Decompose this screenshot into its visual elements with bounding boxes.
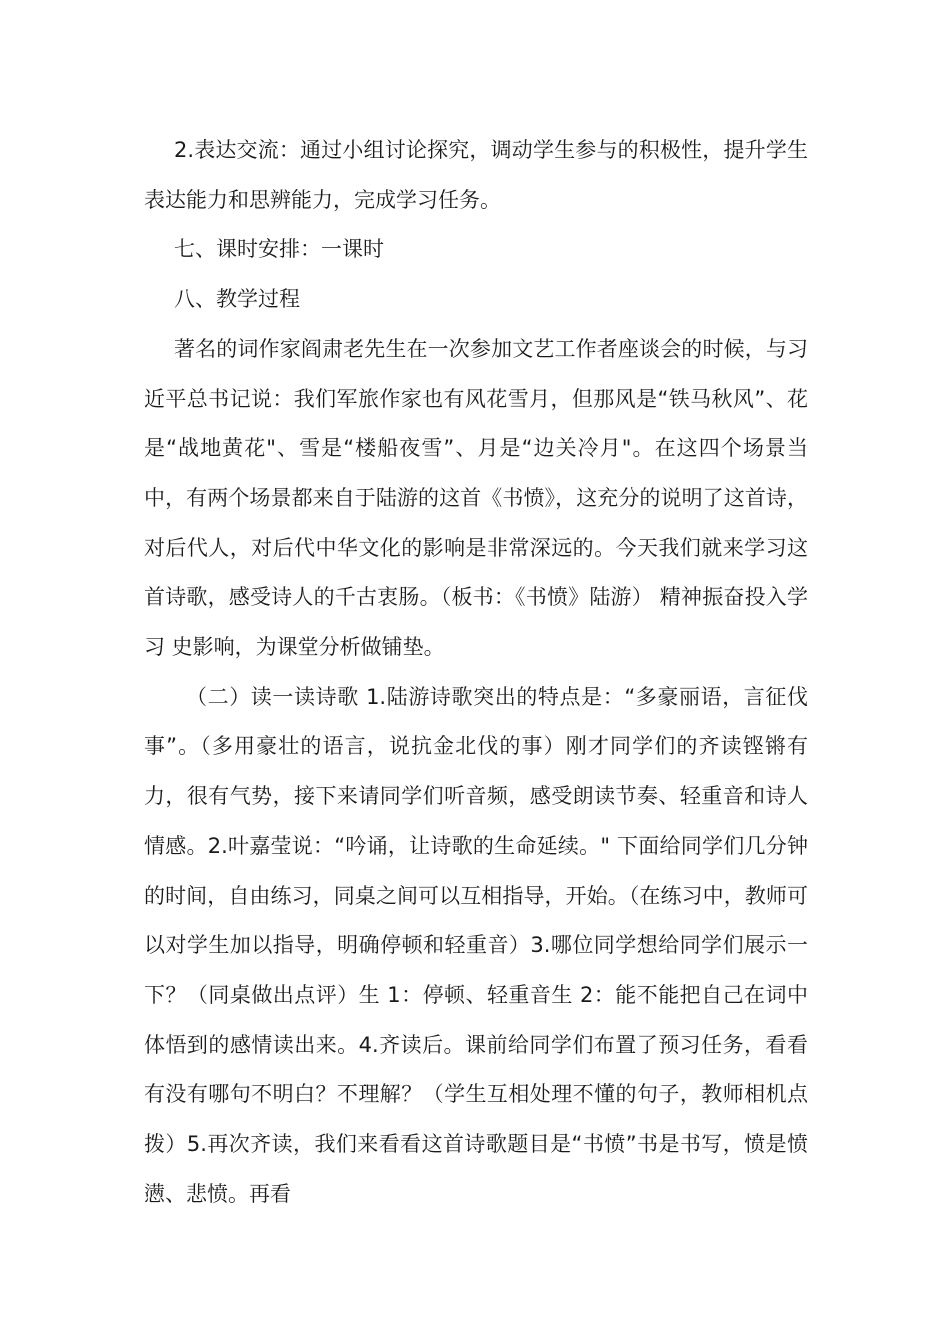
paragraph-introduction: 著名的词作家阎肃老先生在一次参加文艺工作者座谈会的时候，与习近平总书记说：我们军旅作家也有风花雪月，但那风是“铁马秋风”、花是“战地黄花"、雪是“楼船夜雪”、月是“边关冷月"。在这四个场景当中，有两个场景都来自于陆游的这首《书愤》，这充分的说明了这首诗，对后代人，对后代中华文化的影响是非常深远的。今天我们就来学习这首诗歌，感受诗人的千古衷肠。（板书：《书愤》陆游） 精神振奋投入学习 史影响，为课堂分析做铺垫。 xyxy=(144,336,808,660)
heading-teaching-process: 八、教学过程 xyxy=(174,287,300,312)
document-body xyxy=(144,126,808,1219)
paragraph-expression-exchange: 2.表达交流：通过小组讨论探究，调动学生参与的积极性，提升学生表达能力和思辨能力，完成学习任务。 xyxy=(144,138,808,212)
paragraph-read-poem: （二）读一读诗歌 1.陆游诗歌突出的特点是：“多豪丽语，言征伐事”。（多用豪壮的语言，说抗金北伐的事）刚才同学们的齐读铿锵有力，很有气势，接下来请同学们听音频，感受朗读节奏、轻重音和诗人情感。2.叶嘉莹说：“吟诵，让诗歌的生命延续。" 下面给同学们几分钟的时间，自由练习，同桌之间可以互相指导，开始。（在练习中，教师可以对学生加以指导，明确停顿和轻重音）3.哪位同学想给同学们展示一下？（同桌做出点评）生 1：停顿、轻重音生 2：能不能把自己在词中体悟到的感情读出来。4.齐读后。课前给同学们布置了预习任务，看看有没有哪句不明白？不理解？（学生互相处理不懂的句子，教师相机点拨）5.再次齐读，我们来看看这首诗歌题目是“书愤”书是书写，愤是愤懑、悲愤。再看 xyxy=(144,684,808,1206)
heading-lesson-schedule: 七、课时安排：一课时 xyxy=(174,237,384,262)
